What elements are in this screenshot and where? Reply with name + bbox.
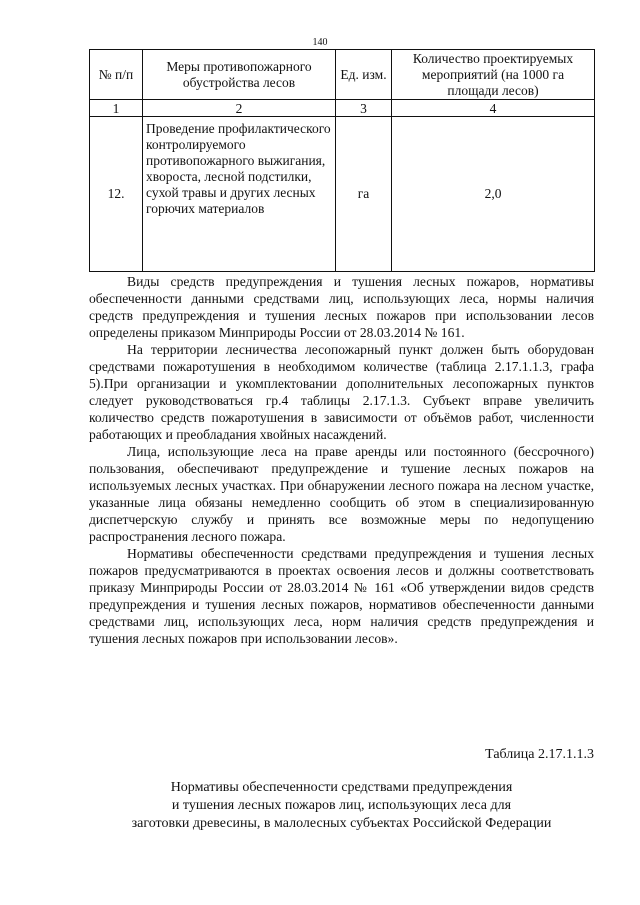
- table-header-row: [90, 50, 595, 100]
- row-number: 12.: [90, 117, 143, 272]
- column-number: 3: [336, 100, 392, 117]
- header-measure: Меры противопожарного обустройства лесов: [143, 50, 336, 100]
- page-number: 140: [312, 37, 328, 48]
- row-measure: Проведение профилактического контролируемого противопожарного выжигания, хвороста, лесной подстилки, сухой травы и других лесных горючих материалов: [143, 117, 336, 272]
- header-number: № п/п: [90, 50, 143, 100]
- paragraph: Лица, использующие леса на праве аренды или постоянного (бессрочного) пользования, обеспечивают предупреждение и тушение лесных пожаров на используемых лесных участках. При обнаружении лесного пожара на лесном участке, указанные лица обязаны немедленно сообщить об этом в специализированную диспетчерскую службу и принять все возможные меры по недопущению распространения лесного пожара.: [89, 444, 594, 544]
- paragraph: Виды средств предупреждения и тушения лесных пожаров, нормативы обеспеченности данными средствами лиц, использующих леса, нормы наличия средств предупреждения и тушения лесных пожаров при использовании лесов определены приказом Минприроды России от 28.03.2014 № 161.: [89, 274, 594, 340]
- row-quantity: 2,0: [392, 117, 595, 272]
- paragraph: На территории лесничества лесопожарный пункт должен быть оборудован средствами пожаротушения в необходимом количестве (таблица 2.17.1.1.3, графа 5).При организации и укомплектовании дополнительных лесопожарных пунктов следует руководствоваться гр.4 таблицы 2.17.1.3. Субъект вправе увеличить количество средств пожаротушения в зависимости от объёмов работ, численности работающих и преобладания хвойных насаждений.: [89, 342, 594, 442]
- table-title-line: заготовки древесины, в малолесных субъектах Российской Федерации: [131, 816, 552, 831]
- fire-measures-table: [89, 49, 595, 272]
- column-number: 1: [90, 100, 143, 117]
- column-number-row: [90, 100, 595, 117]
- table-title-line: Нормативы обеспеченности средствами предупреждения: [170, 780, 513, 795]
- table-caption: Таблица 2.17.1.1.3: [485, 747, 594, 762]
- table-title: [89, 779, 594, 833]
- column-number: 2: [143, 100, 336, 117]
- header-quantity: Количество проектируемых мероприятий (на 1000 га площади лесов): [392, 50, 595, 100]
- paragraph: Нормативы обеспеченности средствами предупреждения и тушения лесных пожаров предусматриваются в проектах освоения лесов и должны соответствовать приказу Минприроды России от 28.03.2014 № 161 «Об утверждении видов средств предупреждения и тушения лесных пожаров, нормативов обеспеченности данными средствами лиц, использующих леса, норм наличия средств предупреждения и тушения лесных пожаров при использовании лесов».: [89, 546, 594, 646]
- row-unit: га: [336, 117, 392, 272]
- body-text: [89, 273, 594, 647]
- header-unit: Ед. изм.: [336, 50, 392, 100]
- table-row: [90, 117, 595, 272]
- column-number: 4: [392, 100, 595, 117]
- table-title-line: и тушения лесных пожаров лиц, использующих леса для: [171, 798, 512, 813]
